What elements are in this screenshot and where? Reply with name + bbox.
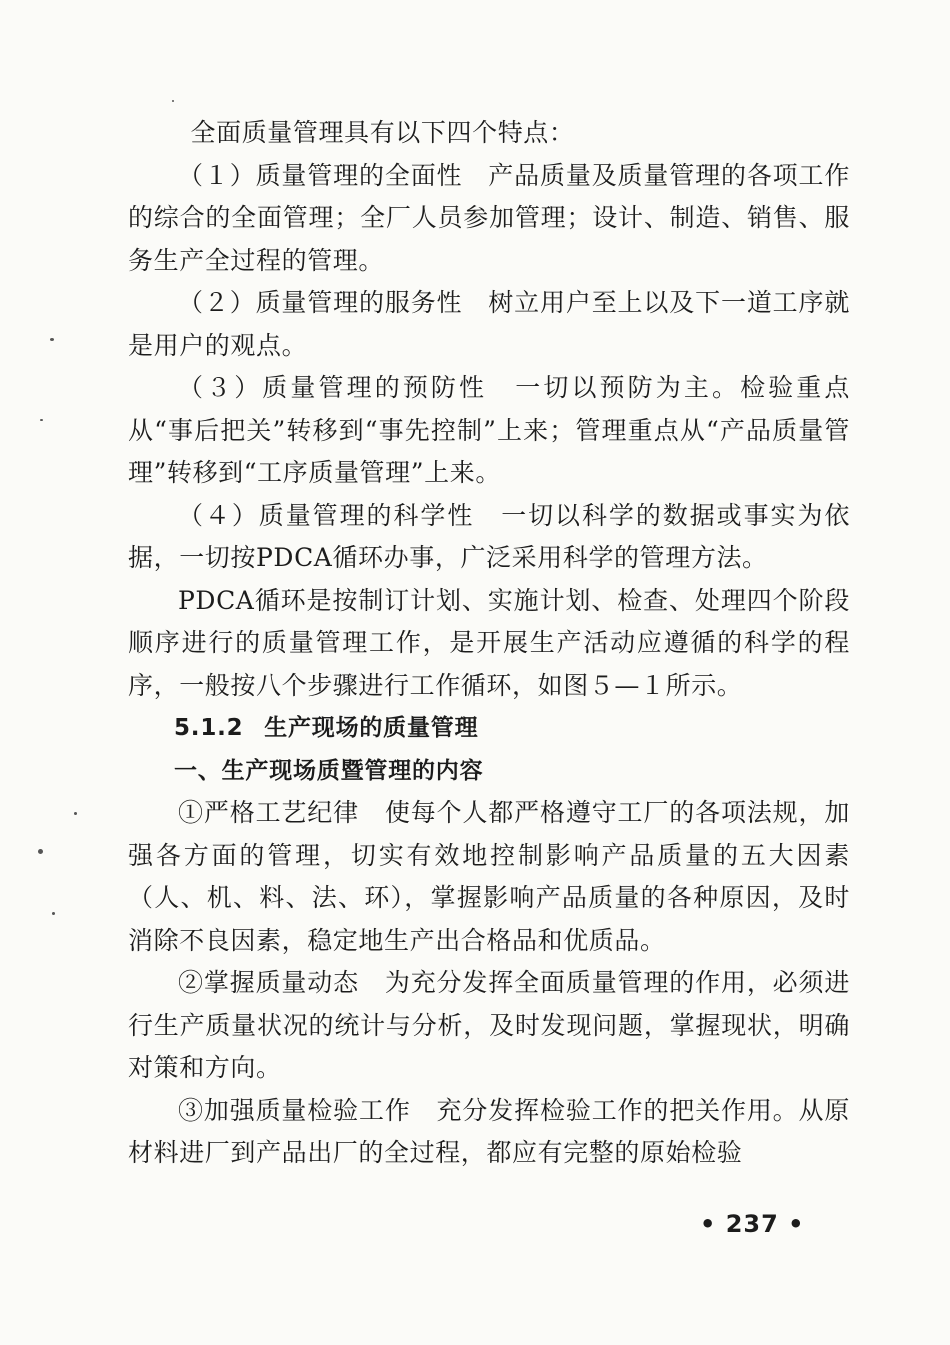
section-heading	[128, 707, 850, 750]
paragraph-feature-1: （１）质量管理的全面性 产品质量及质量管理的各项工作的综合的全面管理；全厂人员参加管理；设计、制造、销售、服务生产全过程的管理。	[128, 160, 850, 275]
scan-speck	[50, 338, 54, 341]
paragraph-feature-3: （３）质量管理的预防性 一切以预防为主。检验重点从“事后把关”转移到“事先控制”上来；管理重点从“产品质量管理”转移到“工序质量管理”上来。	[128, 373, 850, 487]
list-item-3: ③加强质量检验工作 充分发挥检验工作的把关作用。从原材料进厂到产品出厂的全过程，都应有完整的原始检验	[128, 1095, 850, 1167]
scan-speck	[74, 812, 77, 815]
body-text	[128, 112, 850, 1175]
section-number: 5.1.2	[174, 715, 244, 741]
paragraph-feature-4: （４）质量管理的科学性 一切以科学的数据或事实为依据，一切按PDCA循环办事，广泛采用科学的管理方法。	[128, 500, 850, 572]
scan-speck	[172, 100, 174, 102]
list-item-1: ①严格工艺纪律 使每个人都严格遵守工厂的各项法规，加强各方面的管理，切实有效地控制影响产品质量的五大因素（人、机、料、法、环），掌握影响产品质量的各种原因，及时消除不良因素，稳定地生产出合格品和优质品。	[128, 798, 850, 955]
scan-speck	[40, 419, 43, 421]
paragraph-feature-2: （２）质量管理的服务性 树立用户至上以及下一道工序就是用户的观点。	[128, 288, 850, 360]
scan-speck	[52, 912, 55, 915]
subsection-heading: 一、生产现场质暨管理的内容	[174, 757, 484, 784]
paragraph-intro: 全面质量管理具有以下四个特点：	[190, 118, 575, 147]
paragraph-pdca: PDCA循环是按制订计划、实施计划、检查、处理四个阶段顺序进行的质量管理工作，是开展生产活动应遵循的科学的程序，一般按八个步骤进行工作循环，如图５—１所示。	[128, 585, 850, 700]
scan-speck	[38, 849, 43, 854]
list-item-2: ②掌握质量动态 为充分发挥全面质量管理的作用，必须进行生产质量状况的统计与分析，及时发现问题，掌握现状，明确对策和方向。	[128, 968, 850, 1082]
page-number: • 237 •	[700, 1210, 805, 1238]
section-title: 生产现场的质量管理	[264, 715, 479, 741]
